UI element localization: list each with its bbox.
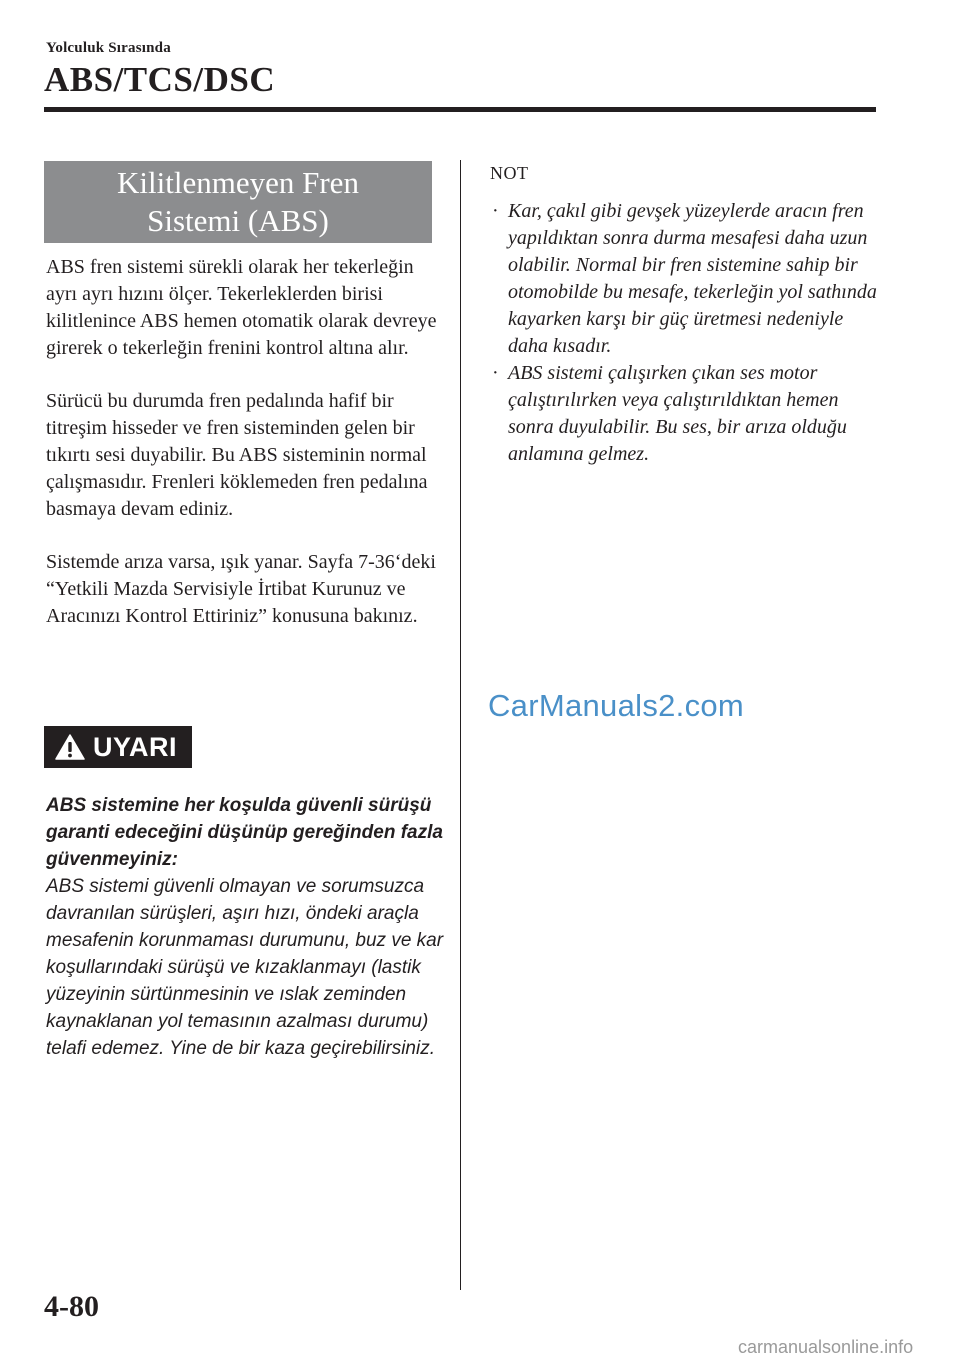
body-paragraph: Sürücü bu durumda fren pedalında hafif bir titreşim hisseder ve fren sisteminden gelen bir tıkırtı sesi duyabilir. Bu ABS sisteminin normal çalışmasıdır. Frenleri köklemeden fren pedalına basmaya devam ediniz.: [46, 390, 428, 520]
bullet: ·: [492, 362, 499, 384]
column-divider: [460, 160, 461, 1290]
section-title-line1: Kilitlenmeyen Fren: [117, 165, 359, 200]
chapter-title: ABS/TCS/DSC: [44, 60, 276, 99]
warning-label: [44, 726, 192, 768]
body-paragraph: ABS fren sistemi sürekli olarak her tekerleğin ayrı ayrı hızını ölçer. Tekerleklerden birisi kilitlenince ABS hemen otomatik olarak devreye girerek o tekerleğin frenini kontrol altına alır.: [46, 256, 437, 359]
bullet: ·: [492, 200, 499, 222]
warning-triangle-icon: [55, 734, 85, 760]
warning-body: [46, 792, 446, 1062]
body-paragraph: Sistemde arıza varsa, ışık yanar. Sayfa 7-36‘deki “Yetkili Mazda Servisiyle İrtibat Kurunuz ve Aracınızı Kontrol Ettiriniz” konusuna bakınız.: [46, 551, 436, 627]
body-text: [46, 254, 441, 656]
page-number: 4-80: [44, 1290, 99, 1323]
watermark: CarManuals2.com: [488, 688, 745, 723]
section-title-line2: Sistemi (ABS): [147, 203, 329, 238]
note-item: [490, 198, 885, 360]
note-item: [490, 360, 885, 468]
running-header: Yolculuk Sırasında: [46, 40, 171, 56]
footer-site-mark: carmanualsonline.info: [738, 1337, 914, 1357]
warning-label-text: UYARI: [93, 731, 178, 762]
note-list: [490, 198, 885, 468]
warning-heading: ABS sistemine her koşulda güvenli sürüşü garanti edeceğini düşünüp gereğinden fazla güvenmeyiniz:: [46, 795, 443, 870]
header-rule: [44, 107, 876, 112]
note-item-text: ABS sistemi çalışırken çıkan ses motor çalıştırılırken veya çalıştırıldıktan hemen sonra duyulabilir. Bu ses, bir arıza olduğu anlamına gelmez.: [508, 362, 847, 465]
section-title-box: [44, 161, 432, 243]
warning-text: ABS sistemi güvenli olmayan ve sorumsuzca davranılan sürüşleri, aşırı hızı, öndeki araçla mesafenin korunmaması durumunu, buz ve kar koşullarındaki sürüşü ve kızaklanmayı (lastik yüzeyinin sürtünmesinin ve ıslak zeminden kaynaklanan yol temasının azalması durumu) telafi edemez. Yine de bir kaza geçirebilirsiniz.: [46, 876, 444, 1059]
note-title: NOT: [490, 163, 529, 183]
note-item-text: Kar, çakıl gibi gevşek yüzeylerde aracın fren yapıldıktan sonra durma mesafesi daha uzun olabilir. Normal bir fren sistemine sahip bir otomobilde bu mesafe, tekerleğin yol sathında kayarken karşı bir güç üretmesi nedeniyle daha kısadır.: [508, 200, 877, 357]
